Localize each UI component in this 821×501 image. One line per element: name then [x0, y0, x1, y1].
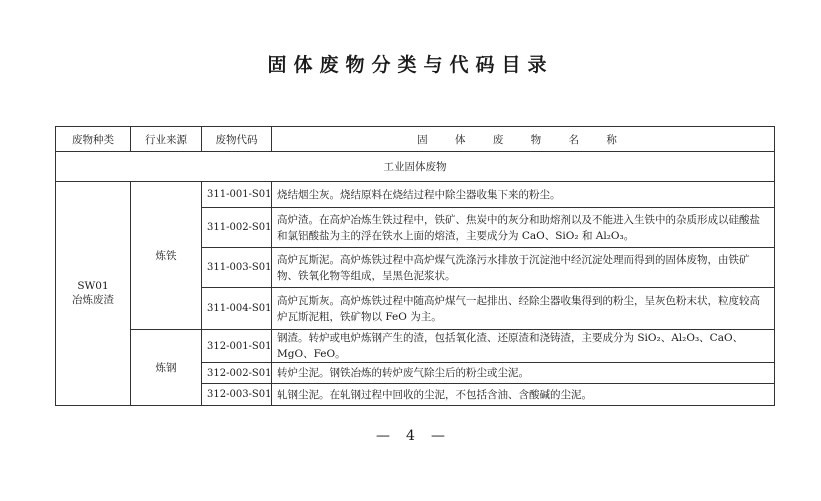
header-industry-source: 行业来源	[131, 127, 202, 152]
dash-right: —	[430, 428, 445, 444]
waste-description: 高炉瓦斯泥。高炉炼铁过程中高炉煤气洗涤污水排放于沉淀池中经沉淀处理而得到的固体废物，由铁矿物、铁氧化物等组成，呈黑色泥浆状。	[272, 248, 775, 288]
waste-description: 高炉瓦斯灰。高炉炼铁过程中随高炉煤气一起排出、经除尘器收集得到的粉尘，呈灰色粉末状，粒度较高炉瓦斯泥粗，铁矿物以 FeO 为主。	[272, 288, 775, 330]
header-waste-type: 废物种类	[56, 127, 131, 152]
waste-classification-table	[55, 126, 775, 406]
waste-description: 烧结烟尘灰。烧结原料在烧结过程中除尘器收集下来的粉尘。	[272, 182, 775, 208]
category-cell	[56, 182, 131, 406]
waste-description: 高炉渣。在高炉冶炼生铁过程中，铁矿、焦炭中的灰分和助熔剂以及不能进入生铁中的杂质形成以硅酸盐和氯铝酸盐为主的浮在铁水上面的熔渣，主要成分为 CaO、SiO₂ 和 Al₂O₃。	[272, 208, 775, 248]
table-row	[56, 330, 775, 363]
source-steelmaking: 炼钢	[131, 330, 202, 406]
page-title: 固体废物分类与代码目录	[267, 54, 554, 76]
waste-description: 轧钢尘泥。在轧钢过程中回收的尘泥，不包括含油、含酸碱的尘泥。	[272, 384, 775, 406]
page-number	[0, 428, 821, 444]
page-number-value: 4	[406, 428, 415, 444]
source-ironmaking: 炼铁	[131, 182, 202, 330]
waste-code: 311-001-S01	[202, 182, 272, 208]
waste-code: 311-002-S01	[202, 208, 272, 248]
table-row	[56, 182, 775, 208]
waste-code: 311-004-S01	[202, 288, 272, 330]
category-code: SW01	[77, 280, 109, 292]
waste-code: 312-001-S01	[202, 330, 272, 363]
waste-code: 312-002-S01	[202, 363, 272, 384]
section-row	[56, 152, 775, 182]
header-waste-code: 废物代码	[202, 127, 272, 152]
waste-code: 311-003-S01	[202, 248, 272, 288]
waste-code: 312-003-S01	[202, 384, 272, 406]
category-name: 冶炼废渣	[72, 294, 114, 306]
waste-description: 转炉尘泥。钢铁冶炼的转炉废气除尘后的粉尘或尘泥。	[272, 363, 775, 384]
header-waste-name: 固 体 废 物 名 称	[272, 127, 775, 152]
dash-left: —	[376, 428, 391, 444]
waste-description: 钢渣。转炉或电炉炼钢产生的渣，包括氧化渣、还原渣和浇铸渣，主要成分为 SiO₂、Al₂O₃、CaO、MgO、FeO。	[272, 330, 775, 363]
section-title: 工业固体废物	[56, 152, 775, 182]
table-header-row	[56, 127, 775, 152]
